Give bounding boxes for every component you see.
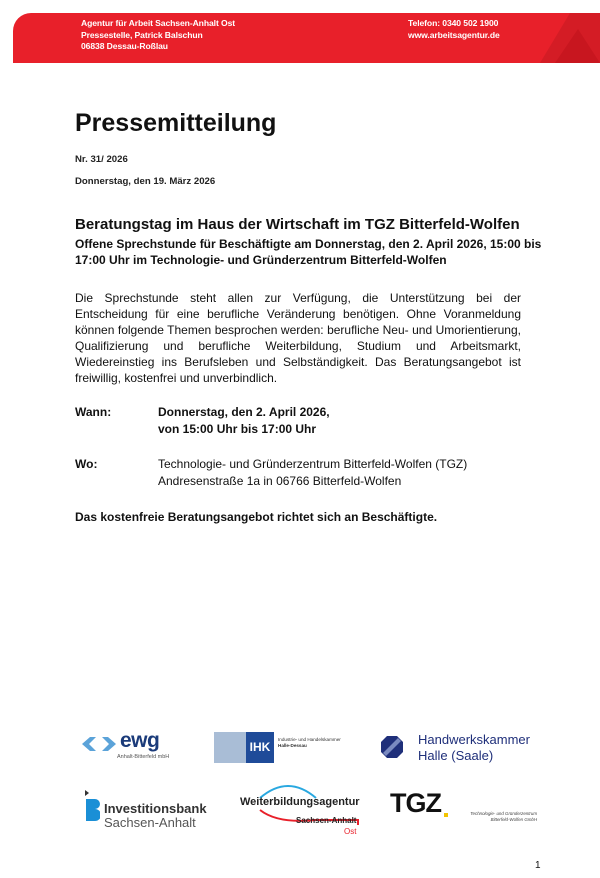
phone-number: Telefon: 0340 502 1900 bbox=[408, 18, 499, 28]
ib-text bbox=[104, 802, 207, 830]
when-time: von 15:00 Uhr bis 17:00 Uhr bbox=[158, 422, 317, 436]
ihk-line1: Industrie- und Handelskammer bbox=[278, 737, 341, 742]
headline: Beratungstag im Haus der Wirtschaft im TGZ Bitterfeld-Wolfen bbox=[75, 216, 520, 233]
hwk-logo bbox=[380, 730, 560, 768]
ewg-wordmark: ewg bbox=[120, 729, 160, 752]
letterhead-banner bbox=[13, 13, 600, 63]
wba-line1: Weiterbildungsagentur bbox=[240, 796, 360, 808]
ib-line2: Sachsen-Anhalt bbox=[104, 815, 196, 830]
hwk-text bbox=[418, 732, 530, 764]
tgz-line1: Technologie- und Gründerzentrum bbox=[470, 811, 537, 816]
tgz-dot-icon bbox=[444, 813, 448, 817]
where-address: Andresenstraße 1a in 06766 Bitterfeld-Wolfen bbox=[158, 474, 402, 488]
ib-line1: Investitionsbank bbox=[104, 801, 207, 816]
ihk-crest-icon bbox=[214, 732, 246, 763]
wba-line3: Ost bbox=[344, 827, 357, 836]
contact-info bbox=[408, 18, 500, 41]
press-office: Pressestelle, Patrick Balschun bbox=[81, 29, 203, 40]
where-label: Wo: bbox=[75, 457, 98, 471]
when-label: Wann: bbox=[75, 405, 112, 419]
agency-logo-icon bbox=[510, 13, 600, 63]
hwk-line1: Handwerkskammer bbox=[418, 732, 530, 747]
hwk-line2: Halle (Saale) bbox=[418, 748, 494, 763]
page-title: Pressemitteilung bbox=[75, 109, 277, 137]
ewg-subtitle: Anhalt-Bitterfeld mbH bbox=[117, 754, 170, 760]
org-name: Agentur für Arbeit Sachsen-Anhalt Ost bbox=[81, 18, 236, 28]
wba-arcs-icon bbox=[238, 780, 378, 840]
ihk-logo bbox=[214, 732, 354, 764]
ib-emblem-icon bbox=[84, 790, 100, 824]
ewg-logo bbox=[80, 729, 190, 767]
sender-address bbox=[81, 18, 235, 53]
ewg-chevrons-icon bbox=[80, 736, 118, 752]
when-date: Donnerstag, den 2. April 2026, bbox=[158, 405, 330, 419]
ihk-wordmark: IHK bbox=[246, 732, 274, 763]
ihk-line2: Halle-Dessau bbox=[278, 743, 307, 748]
where-venue: Technologie- und Gründerzentrum Bitterfeld-Wolfen (TGZ) bbox=[158, 457, 468, 471]
weiterbildungsagentur-logo bbox=[238, 780, 378, 840]
website-link[interactable]: www.arbeitsagentur.de bbox=[408, 29, 500, 40]
ihk-text bbox=[278, 737, 341, 749]
body-paragraph: Die Sprechstunde steht allen zur Verfügung, die Unterstützung bei der Entscheidung für eine berufliche Veränderung benötigen. Ohne Voranmeldung können folgende Themen besprochen werden: berufliche Neu- und Umorientierung, Qualifizierung und berufliche Weiterbildung, Studium und Arbeitsmarkt, Wiedereinstieg ins Berufsleben und Selbständigkeit. Das Beratungsangebot ist freiwillig, kostenfrei und unverbindlich. bbox=[75, 291, 521, 385]
closing-note: Das kostenfreie Beratungsangebot richtet sich an Beschäftigte. bbox=[75, 510, 438, 524]
tgz-text bbox=[452, 811, 537, 822]
tgz-logo bbox=[390, 788, 550, 824]
wba-line2: Sachsen-Anhalt bbox=[296, 816, 357, 825]
release-date: Donnerstag, den 19. März 2026 bbox=[75, 176, 216, 187]
subheadline: Offene Sprechstunde für Beschäftigte am Donnerstag, den 2. April 2026, 15:00 bis 17:00 Uhr im Technologie- und Gründerzentrum Bitterfeld-Wolfen bbox=[75, 237, 542, 267]
investitionsbank-logo bbox=[84, 790, 234, 830]
tgz-wordmark: TGZ bbox=[390, 788, 441, 818]
page-number: 1 bbox=[535, 860, 541, 871]
org-city: 06838 Dessau-Roßlau bbox=[81, 41, 168, 51]
tgz-line2: Bitterfeld-Wolfen GmbH bbox=[490, 816, 537, 822]
hwk-emblem-icon bbox=[380, 735, 404, 759]
press-release-number: Nr. 31/ 2026 bbox=[75, 154, 128, 165]
